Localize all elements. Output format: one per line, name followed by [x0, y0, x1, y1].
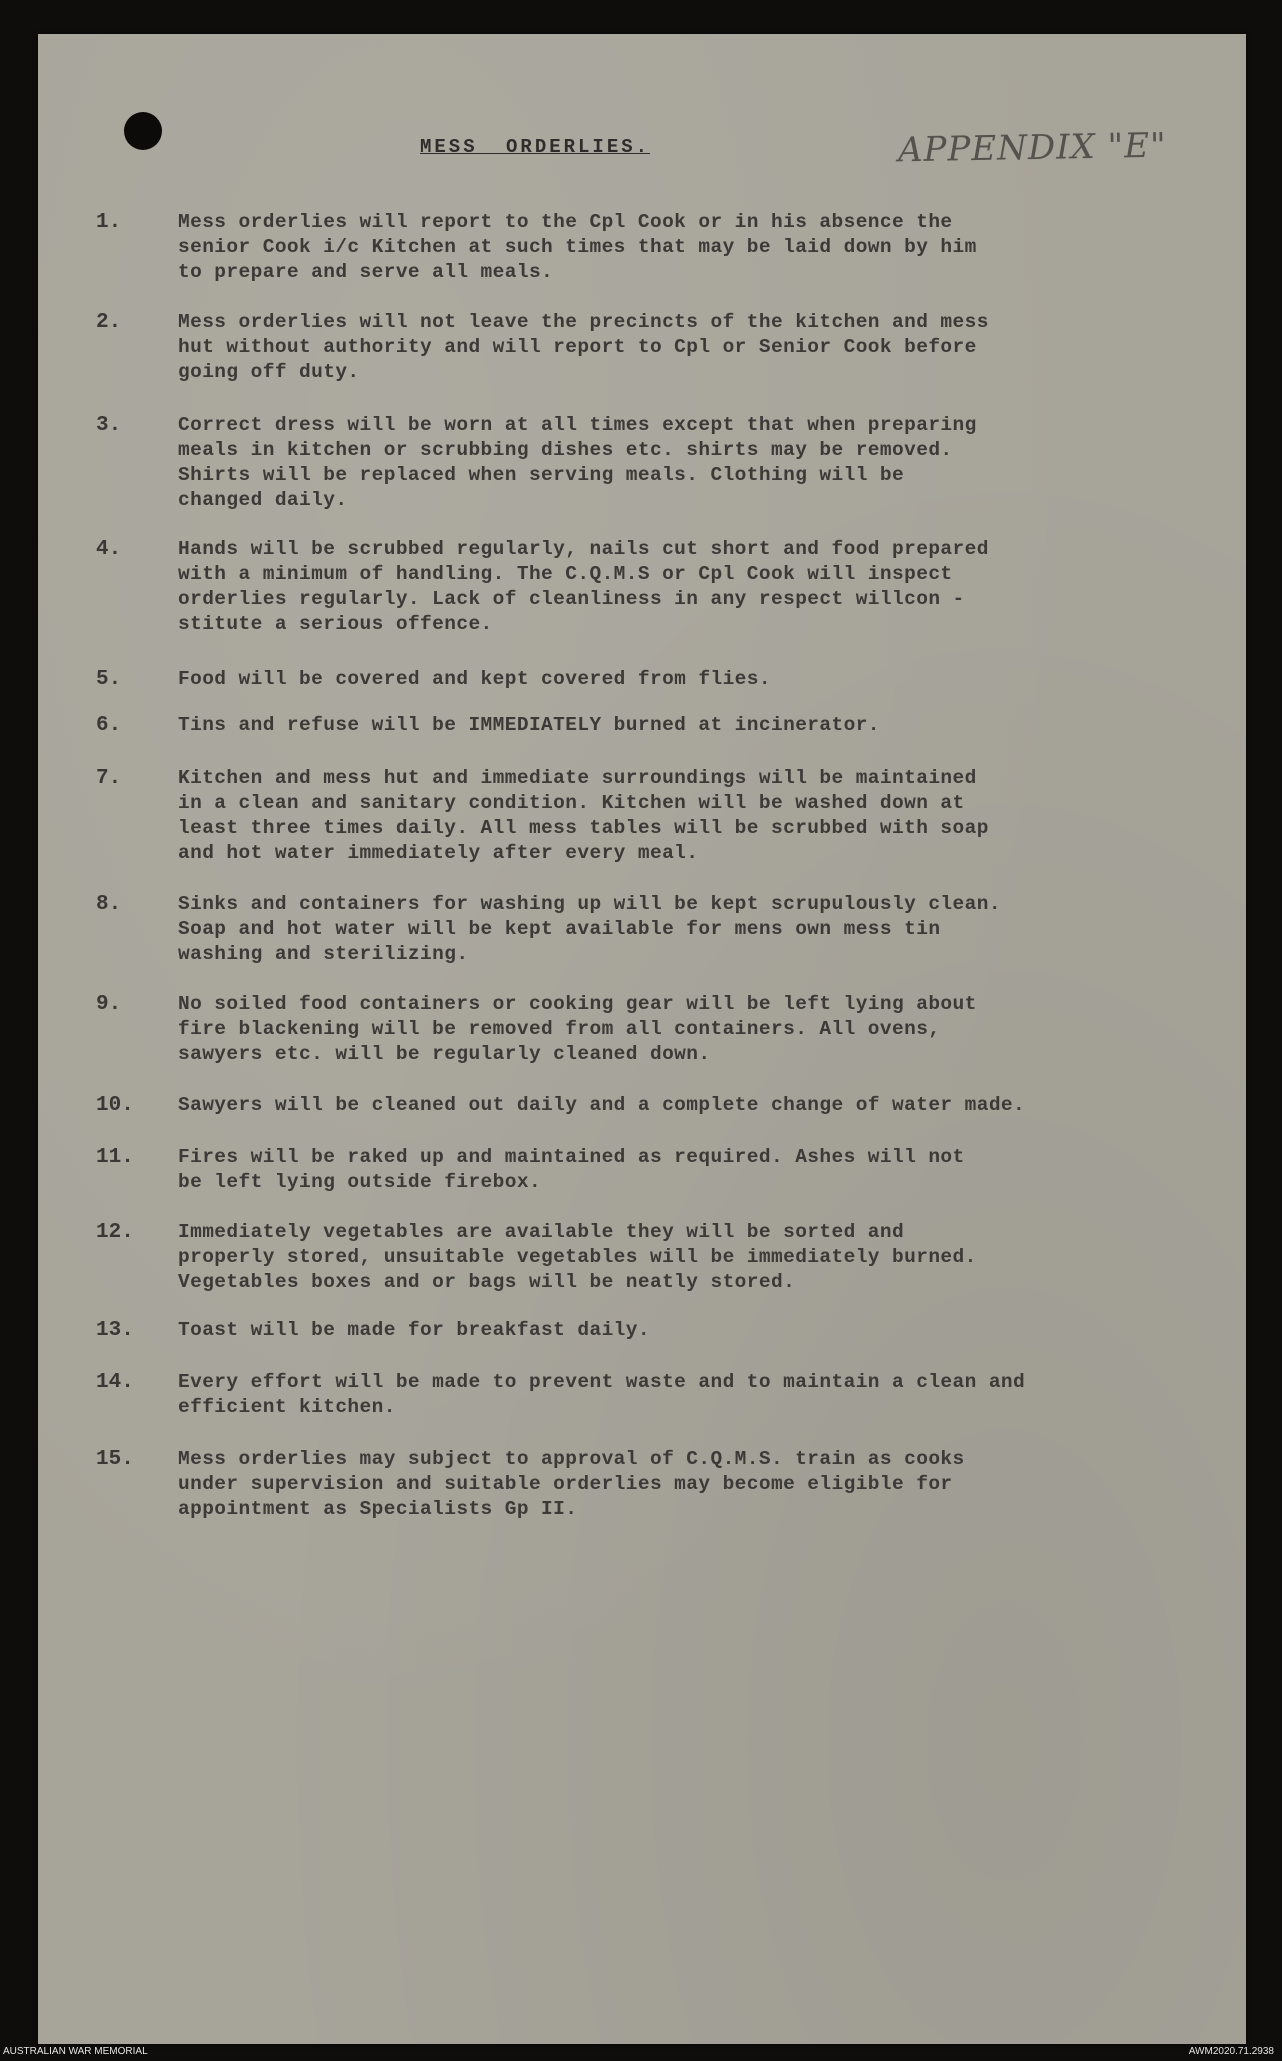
item-text: Mess orderlies may subject to approval of C.Q.M.S. train as cooks under supervision and suitable orderlies may become eligible for appointment as Specialists Gp II. — [178, 1448, 965, 1520]
item-text: Toast will be made for breakfast daily. — [178, 1319, 650, 1341]
item-number: 4. — [96, 538, 122, 561]
item-text: Hands will be scrubbed regularly, nails cut short and food prepared with a minimum of handling. The C.Q.M.S or Cpl Cook will inspect orderlies regularly. Lack of cleanliness in any respect willcon - stitute a serious offence. — [178, 538, 989, 635]
item-number: 14. — [96, 1371, 134, 1394]
item-text: Fires will be raked up and maintained as required. Ashes will not be left lying outside firebox. — [178, 1146, 965, 1193]
item-number: 3. — [96, 414, 122, 437]
item-text: Every effort will be made to prevent waste and to maintain a clean and efficient kitchen. — [178, 1371, 1026, 1418]
item-number: 9. — [96, 993, 122, 1016]
punch-hole — [124, 112, 162, 150]
item-number: 8. — [96, 893, 122, 916]
item-number: 11. — [96, 1146, 134, 1169]
item-text: Mess orderlies will not leave the precincts of the kitchen and mess hut without authority and will report to Cpl or Senior Cook before going off duty. — [178, 311, 989, 383]
item-text: Tins and refuse will be IMMEDIATELY burned at incinerator. — [178, 714, 880, 736]
item-text: Sawyers will be cleaned out daily and a complete change of water made. — [178, 1094, 1026, 1116]
item-text: Kitchen and mess hut and immediate surroundings will be maintained in a clean and sanitary condition. Kitchen will be washed down at least three times daily. All mess tables will be scrubbed with soap and hot water immediately after every meal. — [178, 767, 989, 864]
item-text: Sinks and containers for washing up will be kept scrupulously clean. Soap and hot water will be kept available for mens own mess tin washing and sterilizing. — [178, 893, 1001, 965]
item-text: Food will be covered and kept covered from flies. — [178, 668, 771, 690]
item-number: 10. — [96, 1094, 134, 1117]
item-number: 5. — [96, 668, 122, 691]
item-text: Correct dress will be worn at all times except that when preparing meals in kitchen or scrubbing dishes etc. shirts may be removed. Shirts will be replaced when serving meals. Clothing will be changed daily. — [178, 414, 977, 511]
item-number: 7. — [96, 767, 122, 790]
item-number: 2. — [96, 311, 122, 334]
footer-source-label: AUSTRALIAN WAR MEMORIAL — [3, 2046, 148, 2057]
item-number: 12. — [96, 1221, 134, 1244]
footer-catalog-id: AWM2020.71.2938 — [1188, 2046, 1274, 2057]
item-number: 6. — [96, 714, 122, 737]
item-text: Immediately vegetables are available they will be sorted and properly stored, unsuitable vegetables will be immediately burned. Vegetables boxes and or bags will be neatly stored. — [178, 1221, 977, 1293]
item-number: 15. — [96, 1448, 134, 1471]
item-number: 1. — [96, 211, 122, 234]
document-title: MESS ORDERLIES. — [420, 136, 651, 158]
handwritten-annotation: APPENDIX "E" — [897, 125, 1168, 171]
item-text: Mess orderlies will report to the Cpl Cook or in his absence the senior Cook i/c Kitchen at such times that may be laid down by him to prepare and serve all meals. — [178, 211, 977, 283]
item-number: 13. — [96, 1319, 134, 1342]
item-text: No soiled food containers or cooking gear will be left lying about fire blackening will be removed from all containers. All ovens, sawyers etc. will be regularly cleaned down. — [178, 993, 977, 1065]
